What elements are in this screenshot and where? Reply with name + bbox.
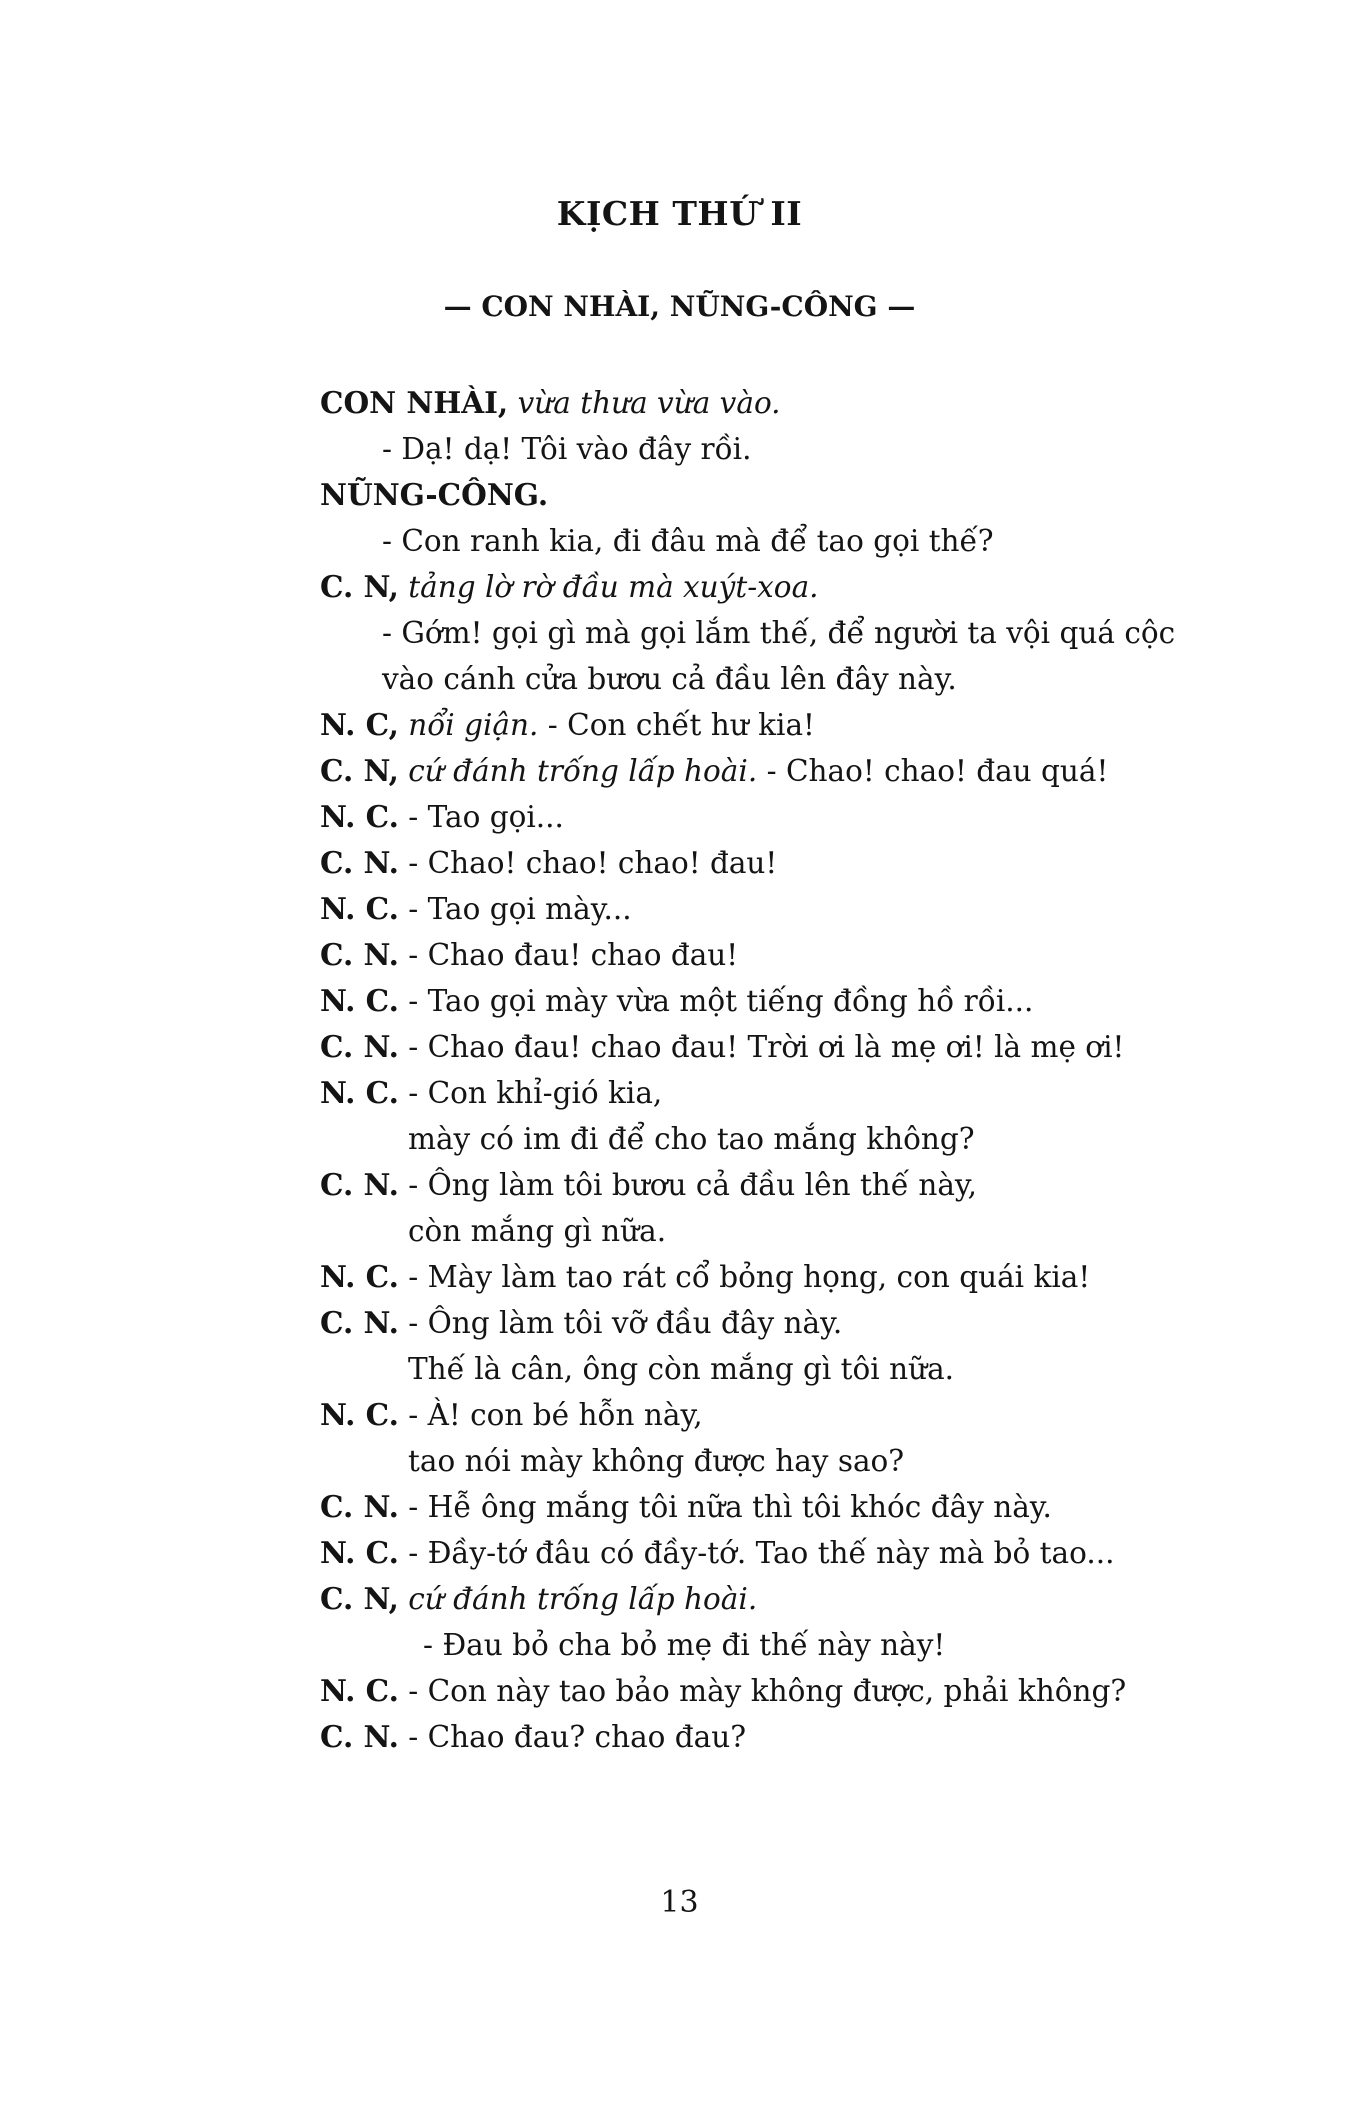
speaker-name: C. N,: [320, 753, 399, 788]
speaker-name: N. C.: [320, 983, 399, 1018]
speaker-name: C. N.: [320, 937, 399, 972]
speaker-name: N. C.: [320, 1075, 399, 1110]
dialogue-text: - Đầy-tớ đâu có đầy-tớ. Tao thế này mà bỏ tao...: [408, 1536, 1115, 1570]
scene-subtitle: — CON NHÀI, NŨNG-CÔNG —: [443, 290, 916, 323]
speaker-name: C. N.: [320, 1029, 399, 1064]
dialogue-line: [320, 1530, 1220, 1576]
dialogue-line: [320, 1484, 1220, 1530]
stage-direction: nổi giận.: [408, 708, 539, 742]
dialogue-line: [320, 564, 1220, 610]
dialogue-text: - Tao gọi...: [408, 800, 564, 834]
dialogue-line: [320, 1392, 1220, 1438]
dialogue-line: [320, 978, 1220, 1024]
dialogue-text: - Tao gọi mày vừa một tiếng đồng hồ rồi...: [408, 984, 1034, 1018]
dialogue-text: - Chao đau! chao đau! Trời ơi là mẹ ơi! là mẹ ơi!: [408, 1030, 1125, 1064]
dialogue-text: - Con khỉ-gió kia,: [408, 1076, 663, 1110]
dialogue-text: - Chao! chao! đau quá!: [766, 754, 1109, 788]
speaker-name: NŨNG-CÔNG.: [320, 477, 549, 512]
dialogue-line: [320, 840, 1220, 886]
dialogue-line: [320, 794, 1220, 840]
speaker-name: N. C.: [320, 1673, 399, 1708]
dialogue-line: - Gớm! gọi gì mà gọi lắm thế, để người ta vội quá cộc: [382, 616, 1176, 650]
dialogue-line: [320, 1024, 1220, 1070]
speaker-name: N. C.: [320, 1397, 399, 1432]
dialogue-line: mày có im đi để cho tao mắng không?: [408, 1122, 975, 1156]
dialogue-line: [320, 1576, 1220, 1622]
speaker-name: N. C.: [320, 1535, 399, 1570]
dialogue-line: [320, 472, 1220, 518]
dialogue-text: - Hễ ông mắng tôi nữa thì tôi khóc đây này.: [408, 1490, 1052, 1524]
dialogue-text: - Ông làm tôi bươu cả đầu lên thế này,: [408, 1168, 978, 1202]
dialogue-line: còn mắng gì nữa.: [408, 1214, 667, 1248]
speaker-name: C. N.: [320, 845, 399, 880]
dialogue-line: [320, 932, 1220, 978]
dialogue-line: [320, 702, 1220, 748]
page-title: KỊCH THỨ II: [556, 194, 803, 233]
stage-direction: vừa thưa vừa vào.: [517, 386, 781, 420]
dialogue-line: [320, 1714, 1220, 1760]
dialogue-body: [320, 380, 1220, 1760]
page-number: 13: [660, 1885, 699, 1920]
stage-direction: cứ đánh trống lấp hoài.: [408, 1582, 758, 1616]
dialogue-line: Thế là cân, ông còn mắng gì tôi nữa.: [408, 1352, 955, 1386]
speaker-name: C. N.: [320, 1719, 399, 1754]
speaker-name: C. N.: [320, 1305, 399, 1340]
dialogue-line: [320, 886, 1220, 932]
speaker-name: C. N,: [320, 1581, 399, 1616]
speaker-name: C. N.: [320, 1489, 399, 1524]
dialogue-line: - Đau bỏ cha bỏ mẹ đi thế này này!: [423, 1628, 946, 1662]
dialogue-text: - Chao đau! chao đau!: [408, 938, 739, 972]
dialogue-line: [320, 1668, 1220, 1714]
dialogue-line: [320, 1254, 1220, 1300]
speaker-name: N. C,: [320, 707, 399, 742]
speaker-name: N. C.: [320, 891, 399, 926]
dialogue-text: - Chao! chao! chao! đau!: [408, 846, 778, 880]
speaker-name: N. C.: [320, 1259, 399, 1294]
dialogue-line: [320, 1070, 1220, 1116]
dialogue-line: [320, 1300, 1220, 1346]
dialogue-line: vào cánh cửa bươu cả đầu lên đây này.: [382, 662, 957, 696]
dialogue-line: [320, 1162, 1220, 1208]
speaker-name: C. N.: [320, 1167, 399, 1202]
dialogue-text: - Tao gọi mày...: [408, 892, 632, 926]
dialogue-text: - À! con bé hỗn này,: [408, 1398, 703, 1432]
dialogue-line: tao nói mày không được hay sao?: [408, 1444, 905, 1478]
dialogue-text: - Mày làm tao rát cổ bỏng họng, con quái kia!: [408, 1260, 1091, 1294]
dialogue-text: - Con này tao bảo mày không được, phải không?: [408, 1674, 1127, 1708]
speaker-name: N. C.: [320, 799, 399, 834]
speaker-name: C. N,: [320, 569, 399, 604]
dialogue-text: - Ông làm tôi vỡ đầu đây này.: [408, 1306, 843, 1340]
stage-direction: tảng lờ rờ đầu mà xuýt-xoa.: [408, 570, 819, 604]
dialogue-line: [320, 380, 1220, 426]
dialogue-text: - Con chết hư kia!: [547, 708, 815, 742]
dialogue-line: - Con ranh kia, đi đâu mà để tao gọi thế?: [382, 524, 994, 558]
speaker-name: CON NHÀI,: [320, 385, 509, 420]
dialogue-line: - Dạ! dạ! Tôi vào đây rồi.: [382, 432, 752, 466]
dialogue-text: - Chao đau? chao đau?: [408, 1720, 747, 1754]
stage-direction: cứ đánh trống lấp hoài.: [408, 754, 758, 788]
dialogue-line: [320, 748, 1220, 794]
